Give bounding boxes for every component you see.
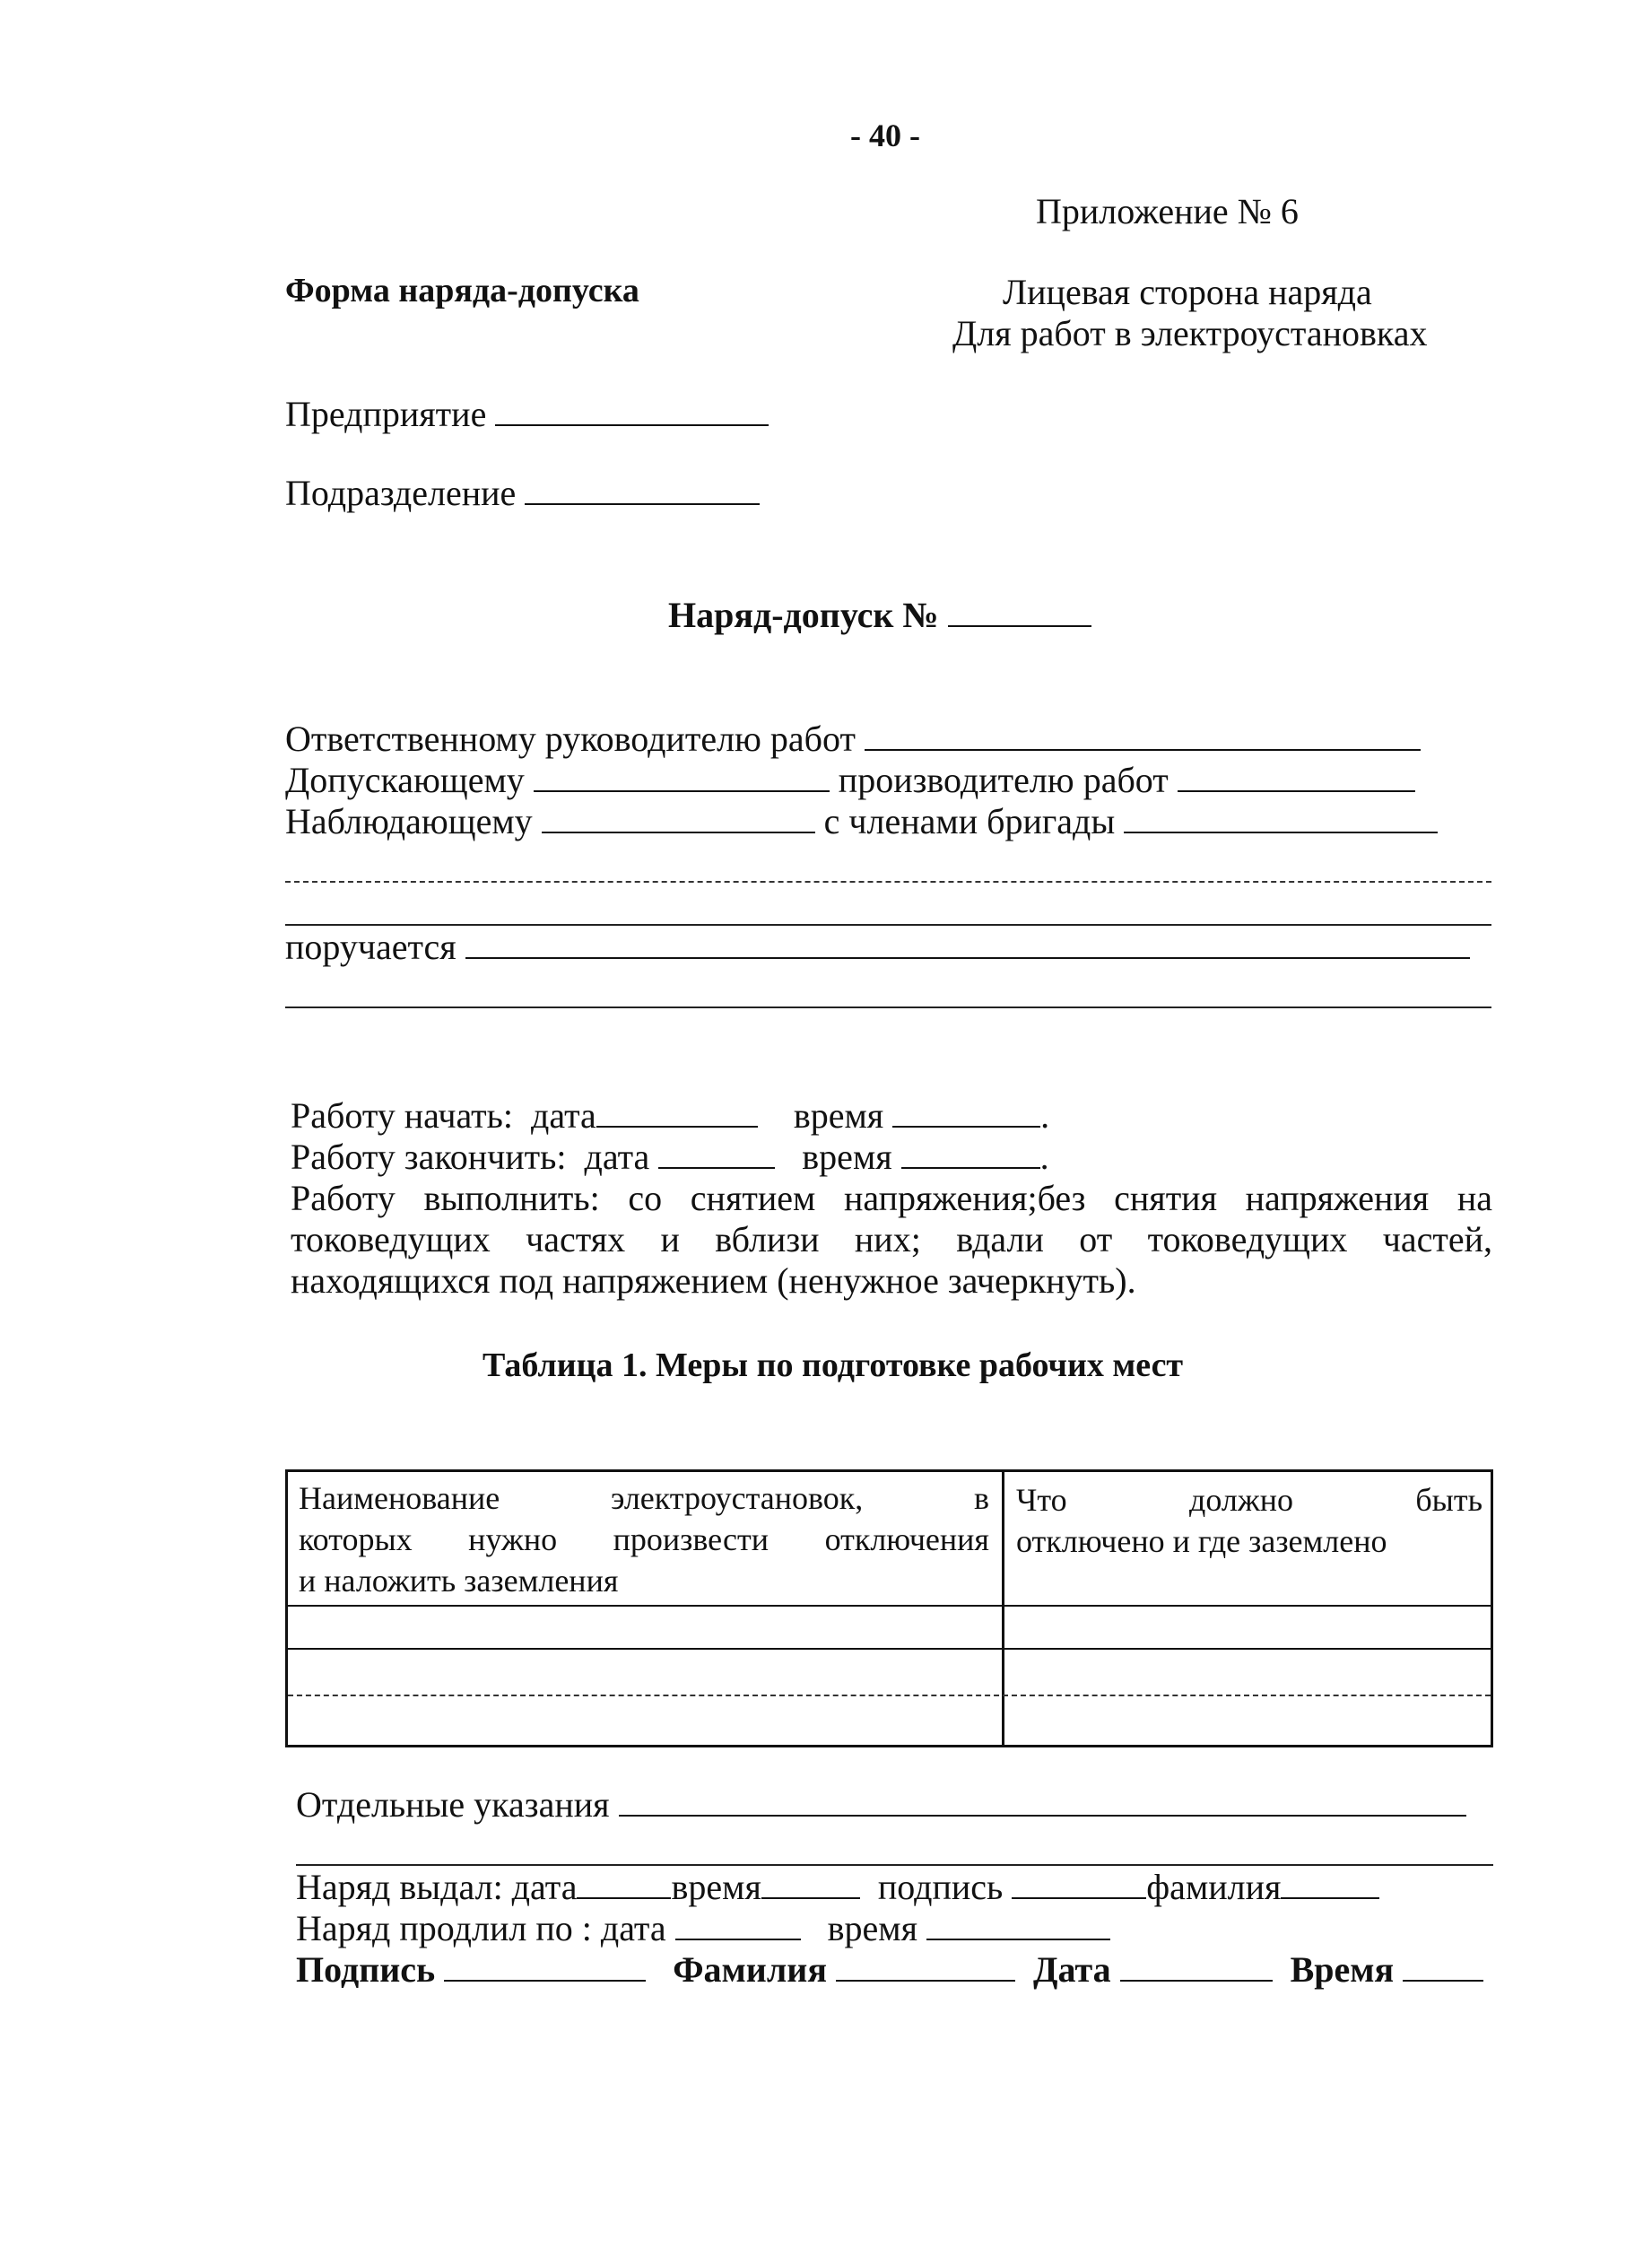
table-row-1-col2[interactable] [1004,1607,1491,1648]
observer-row [285,800,1438,842]
issued-date-label: Наряд выдал: дата [296,1867,578,1907]
header-col1-line1: Наименование электроустановок, в [299,1480,989,1516]
permit-title [668,594,1091,636]
end-time-label: время [802,1137,892,1177]
assigned-label: поручается [285,927,456,967]
enterprise-label: Предприятие [285,394,487,434]
date-cap-blank[interactable] [1120,1979,1273,1982]
end-date-label: дата [584,1137,650,1177]
start-row: Работу начать: дата время . [291,1095,1050,1136]
start-time-label: время [793,1095,884,1136]
header-col1-line2: которых нужно произвести отключения [299,1521,989,1557]
enterprise-field [285,393,769,435]
division-label: Подразделение [285,473,517,513]
end-row: Работу закончить: дата время . [291,1137,1049,1177]
surname-blank[interactable] [836,1979,1015,1982]
time-cap-blank[interactable] [1403,1979,1483,1982]
work-mode-line-2: токоведущих частях и вблизи них; вдали от токоведущих частей, [291,1219,1492,1259]
side-title-front: Лицевая сторона наряда [1003,272,1372,312]
extended-time-label: время [827,1908,917,1948]
header-col1-line3: и наложить заземления [299,1563,619,1599]
table-row-3-col2[interactable] [1004,1696,1491,1745]
permit-number-blank[interactable] [948,624,1091,627]
assigned-blank[interactable] [465,956,1470,959]
division-blank[interactable] [525,502,760,505]
measures-table [285,1469,1493,1747]
assigned-line-2[interactable] [285,1006,1491,1008]
surname-label: Фамилия [673,1949,827,1990]
issued-name-blank[interactable] [1281,1896,1379,1899]
header-col2-line2: отключено и где заземлено [1016,1523,1387,1559]
page-number: - 40 - [850,118,920,153]
header-col2-line1: Что должно быть [1016,1482,1482,1518]
signature-label: Подпись [296,1949,436,1990]
division-field [285,472,760,514]
extended-date-blank[interactable] [675,1938,801,1940]
end-time-blank[interactable] [901,1166,1040,1169]
table-row-3-col1[interactable] [288,1696,1000,1745]
issued-row [296,1866,1379,1908]
work-mode-line-3: находящихся под напряжением (ненужное зачеркнуть). [291,1260,1136,1301]
admitting-blank[interactable] [534,789,830,792]
extended-time-blank[interactable] [926,1938,1110,1940]
producer-blank[interactable] [1178,789,1415,792]
extended-row [296,1907,1110,1949]
observer-label: Наблюдающему [285,801,533,841]
start-time-blank[interactable] [892,1125,1040,1128]
responsible-blank[interactable] [865,748,1421,751]
table-header-col1 [299,1477,989,1601]
producer-label: производителю работ [838,760,1169,800]
observer-blank[interactable] [542,831,815,833]
issued-name-label: фамилия [1146,1867,1282,1907]
responsible-row [285,718,1421,760]
table-row-2-col1[interactable] [288,1650,1000,1695]
signature-row [296,1948,1483,1991]
appendix-label: Приложение № 6 [1036,191,1299,231]
date-cap-label: Дата [1032,1949,1111,1990]
start-date-blank[interactable] [596,1125,758,1128]
issued-time-label: время [671,1867,761,1907]
table-header-col2 [1016,1479,1482,1562]
side-title-electro: Для работ в электроустановках [952,313,1428,353]
responsible-label: Ответственному руководителю работ [285,719,856,759]
form-title: Форма наряда-допуска [285,272,639,309]
brigade-blank[interactable] [1124,831,1438,833]
admitting-row [285,759,1415,801]
start-label: Работу начать: [291,1095,514,1136]
special-label: Отдельные указания [296,1784,610,1825]
work-mode-line-1: Работу выполнить: со снятием напряжения;без снятия напряжения на [291,1178,1492,1218]
issued-time-blank[interactable] [761,1896,860,1899]
enterprise-blank[interactable] [495,423,769,426]
special-row [296,1783,1466,1826]
brigade-label: с членами бригады [823,801,1116,841]
brigade-line-1[interactable] [285,881,1491,883]
admitting-label: Допускающему [285,760,525,800]
permit-title-text: Наряд-допуск № [668,595,939,635]
signature-blank[interactable] [444,1979,646,1982]
issued-sign-label: подпись [877,1867,1004,1907]
end-label: Работу закончить: [291,1137,567,1177]
special-blank[interactable] [619,1814,1466,1817]
end-date-blank[interactable] [658,1166,775,1169]
start-date-label: дата [531,1095,596,1136]
issued-date-blank[interactable] [577,1896,671,1899]
table-row-1-col1[interactable] [288,1607,1000,1648]
table-title: Таблица 1. Меры по подготовке рабочих мест [483,1346,1184,1384]
time-cap-label: Время [1290,1949,1395,1990]
extended-date-label: Наряд продлил по : дата [296,1908,666,1948]
table-row-2-col2[interactable] [1004,1650,1491,1695]
issued-sign-blank[interactable] [1012,1896,1146,1899]
assigned-row [285,926,1470,968]
